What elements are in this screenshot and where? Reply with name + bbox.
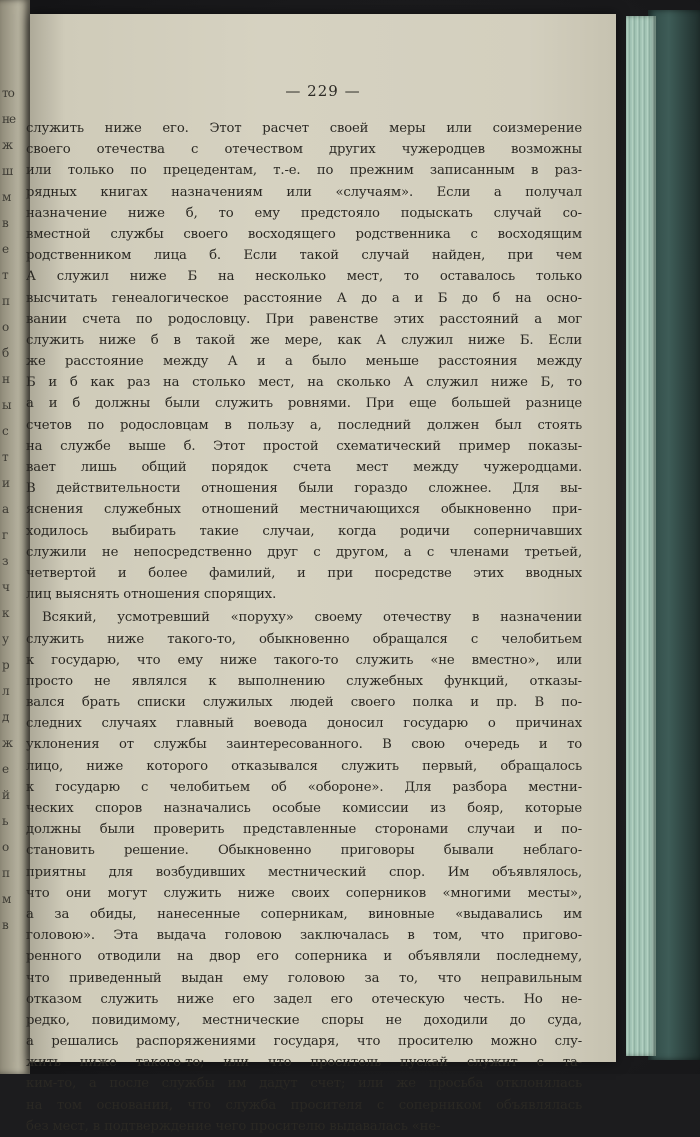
facing-page-text-fragments: то не ж ш м в е т п о б н ы с т и а г з ч к у р л д ж е й ь о п м в xyxy=(2,86,16,932)
text-line: а и б должны были служить ровнями. При еще большей разнице xyxy=(26,396,582,412)
text-line: ренного отводили на двор его соперника и объявляли последнему, xyxy=(26,949,582,965)
text-line: или только по прецедентам, т.-е. по прежним записанным в раз- xyxy=(26,163,582,179)
text-line: вался брать списки служилых людей своего полка и пр. В по- xyxy=(26,695,582,711)
text-line: а решались распоряжениями государя, что просителю можно слу- xyxy=(26,1034,582,1050)
text-line: ким-то, а после службы им дадут счет; или же просьба отклонялась xyxy=(26,1076,582,1092)
text-line: же расстояние между А и а было меньше расстояния между xyxy=(26,354,582,370)
text-line: высчитать генеалогическое расстояние А до а и Б до б на осно- xyxy=(26,290,582,306)
text-line: своего отечества с отечеством других чужеродцев возможны xyxy=(26,142,582,158)
text-line: а за обиды, нанесенные соперникам, виновные «выдавались им xyxy=(26,906,582,922)
text-line: должны были проверить представленные сторонами случаи и по- xyxy=(26,822,582,838)
text-line: отказом служить ниже его задел его отеческую честь. Но не- xyxy=(26,991,582,1007)
text-line: назначение ниже б, то ему предстояло подыскать случай со- xyxy=(26,205,582,221)
text-line: становить решение. Обыкновенно приговоры бывали неблаго- xyxy=(26,843,582,859)
text-line: служить ниже его. Этот расчет своей меры или соизмерение xyxy=(26,121,582,136)
text-line: В действительности отношения были гораздо сложнее. Для вы- xyxy=(26,481,582,497)
text-line: жить ниже такого-то; или что проситель пускай служит с та- xyxy=(26,1055,582,1071)
page-number: — 229 — xyxy=(285,82,361,100)
text-line: Б и б как раз на столько мест, на сколько А служил ниже Б, то xyxy=(26,375,582,391)
text-line: следних случаях главный воевода доносил государю о причинах xyxy=(26,716,582,732)
paragraph xyxy=(26,607,582,1137)
paragraph xyxy=(26,118,582,605)
text-line: родственником лица б. Если такой случай найден, при чем xyxy=(26,248,582,264)
text-line: просто не являлся к выполнению служебных функций, отказы- xyxy=(26,673,582,689)
text-line: вает лишь общий порядок счета мест между чужеродцами. xyxy=(26,460,582,475)
text-line: яснения служебных отношений местничающихся обыкновенно при- xyxy=(26,502,582,518)
book-page xyxy=(26,14,616,1134)
text-line: А служил ниже Б на несколько мест, то оставалось только xyxy=(26,269,582,285)
text-line: к государю с челобитьем об «обороне». Для разбора местни- xyxy=(26,779,582,795)
text-line: без мест, в подтверждение чего просителю выдавалась «не- xyxy=(26,1118,441,1134)
page-stack-edge xyxy=(626,16,656,1056)
text-line: служить ниже б в такой же мере, как А служил ниже Б. Если xyxy=(26,332,582,348)
text-line: вании счета по родословцу. При равенстве этих расстояний а мог xyxy=(26,311,582,327)
text-line: Всякий, усмотревший «поруху» своему отечеству в назначении xyxy=(42,610,582,626)
text-line: что приведенный выдан ему головою за то, что неправильным xyxy=(26,970,582,986)
text-line: на том основании, что служба просителя с соперником объявлялась xyxy=(26,1097,582,1113)
text-line: редко, повидимому, местнические споры не доходили до суда, xyxy=(26,1012,582,1028)
text-line: ческих споров назначались особые комиссии из бояр, которые xyxy=(26,801,582,816)
text-line: на службе выше б. Этот простой схематический пример показы- xyxy=(26,438,582,454)
text-line: служили не непосредственно друг с другом, а с членами третьей, xyxy=(26,544,582,560)
text-line: четвертой и более фамилий, и при посредстве этих вводных xyxy=(26,565,582,581)
text-line: счетов по родословцам в пользу а, последний должен был стоять xyxy=(26,417,582,433)
text-line: рядных книгах назначениям или «случаям». Если а получал xyxy=(26,184,582,200)
text-line: к государю, что ему ниже такого-то служить «не вместно», или xyxy=(26,652,582,668)
text-line: уклонения от службы заинтересованного. В свою очередь и то xyxy=(26,737,582,753)
text-line: вместной службы своего восходящего родственника с восходящим xyxy=(26,226,582,242)
text-line: ходилось выбирать такие случаи, когда родичи соперничавших xyxy=(26,523,582,539)
text-line: служить ниже такого-то, обыкновенно обращался с челобитьем xyxy=(26,631,582,647)
text-line: головою». Эта выдача головою заключалась в том, что пригово- xyxy=(26,928,582,944)
text-line: что они могут служить ниже своих соперников «многими месты», xyxy=(26,885,582,901)
text-line: лицо, ниже которого отказывался служить первый, обращалось xyxy=(26,758,582,774)
text-line: лиц выяснять отношения спорящих. xyxy=(26,587,277,603)
text-line: приятны для возбудивших местнический спор. Им объявлялось, xyxy=(26,864,582,880)
page-text xyxy=(26,118,582,1137)
